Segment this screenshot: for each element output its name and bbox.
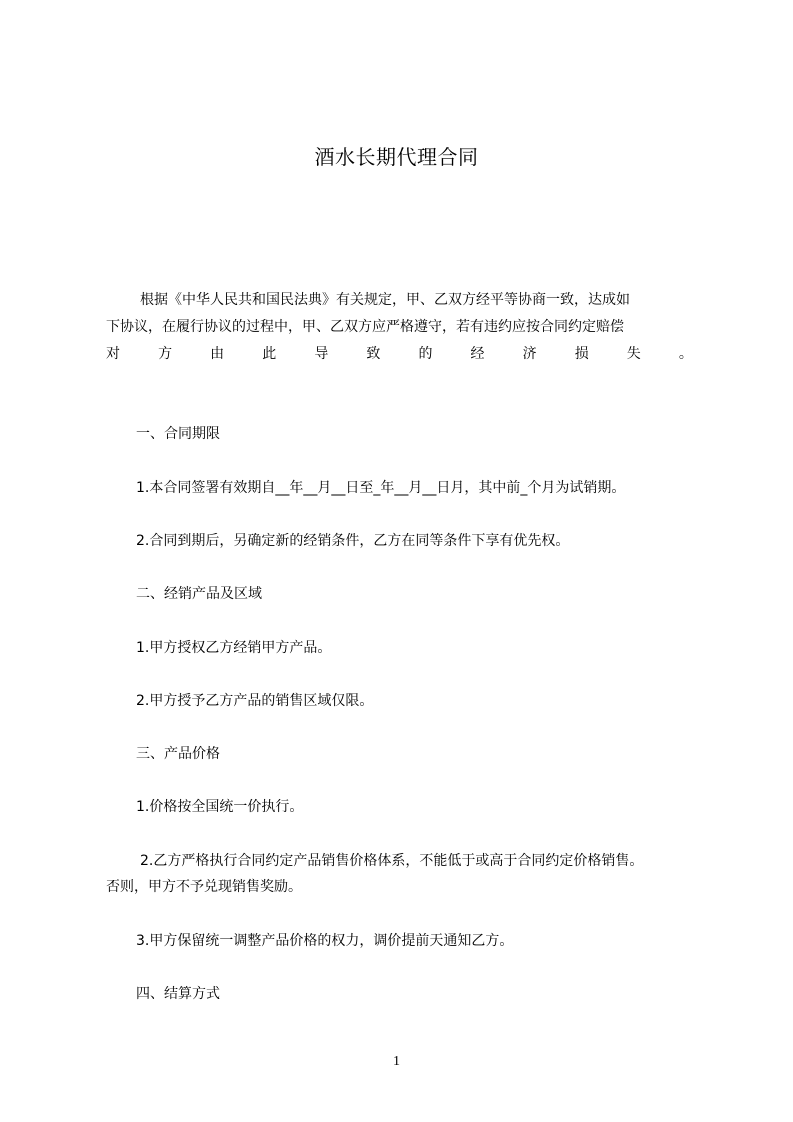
page-number: 1 [393,1054,400,1069]
preamble-char: 失 [626,346,641,362]
clause-text: 3.甲方保留统一调整产品价格的权力，调价提前天通知乙方。 [136,933,514,949]
clause-text: 2.乙方严格执行合同约定产品销售价格体系，不能低于或高于合同约定价格销售。 [140,853,644,869]
section-heading: 四、结算方式 [136,986,220,1002]
preamble-line-2: 下协议，在履行协议的过程中，甲、乙双方应严格遵守，若有违约应按合同约定赔偿 [106,319,624,335]
clause-text: 1.甲方授权乙方经销甲方产品。 [136,640,332,656]
preamble-char: 损 [574,346,589,362]
preamble-char: 对 [106,346,120,362]
clause-text: 2.合同到期后，另确定新的经销条件，乙方在同等条件下享有优先权。 [136,533,570,549]
document-title: 酒水长期代理合同 [314,145,479,169]
preamble-char: 由 [210,346,225,362]
preamble-char: 济 [522,346,537,362]
section-heading: 三、产品价格 [136,746,220,762]
clause-text: 1.本合同签署有效期自__年__月__日至_年__月__日月，其中前_个月为试销期。 [136,480,626,496]
preamble-char: 致 [366,346,381,362]
preamble-line-3 [106,344,693,364]
clause-text: 否则，甲方不予兑现销售奖励。 [106,879,302,895]
preamble-line-1: 根据《中华人民共和国民法典》有关规定，甲、乙双方经平等协商一致，达成如 [140,292,630,308]
section-heading: 一、合同期限 [136,426,220,442]
preamble-char: 导 [314,346,329,362]
section-heading: 二、经销产品及区域 [136,586,262,602]
preamble-char: 方 [158,346,173,362]
preamble-char: 。 [678,346,693,362]
preamble-char: 的 [418,346,433,362]
clause-text: 1.价格按全国统一价执行。 [136,799,304,815]
clause-text: 2.甲方授予乙方产品的销售区域仅限。 [136,693,374,709]
preamble-char: 经 [470,346,485,362]
preamble-char: 此 [262,346,277,362]
